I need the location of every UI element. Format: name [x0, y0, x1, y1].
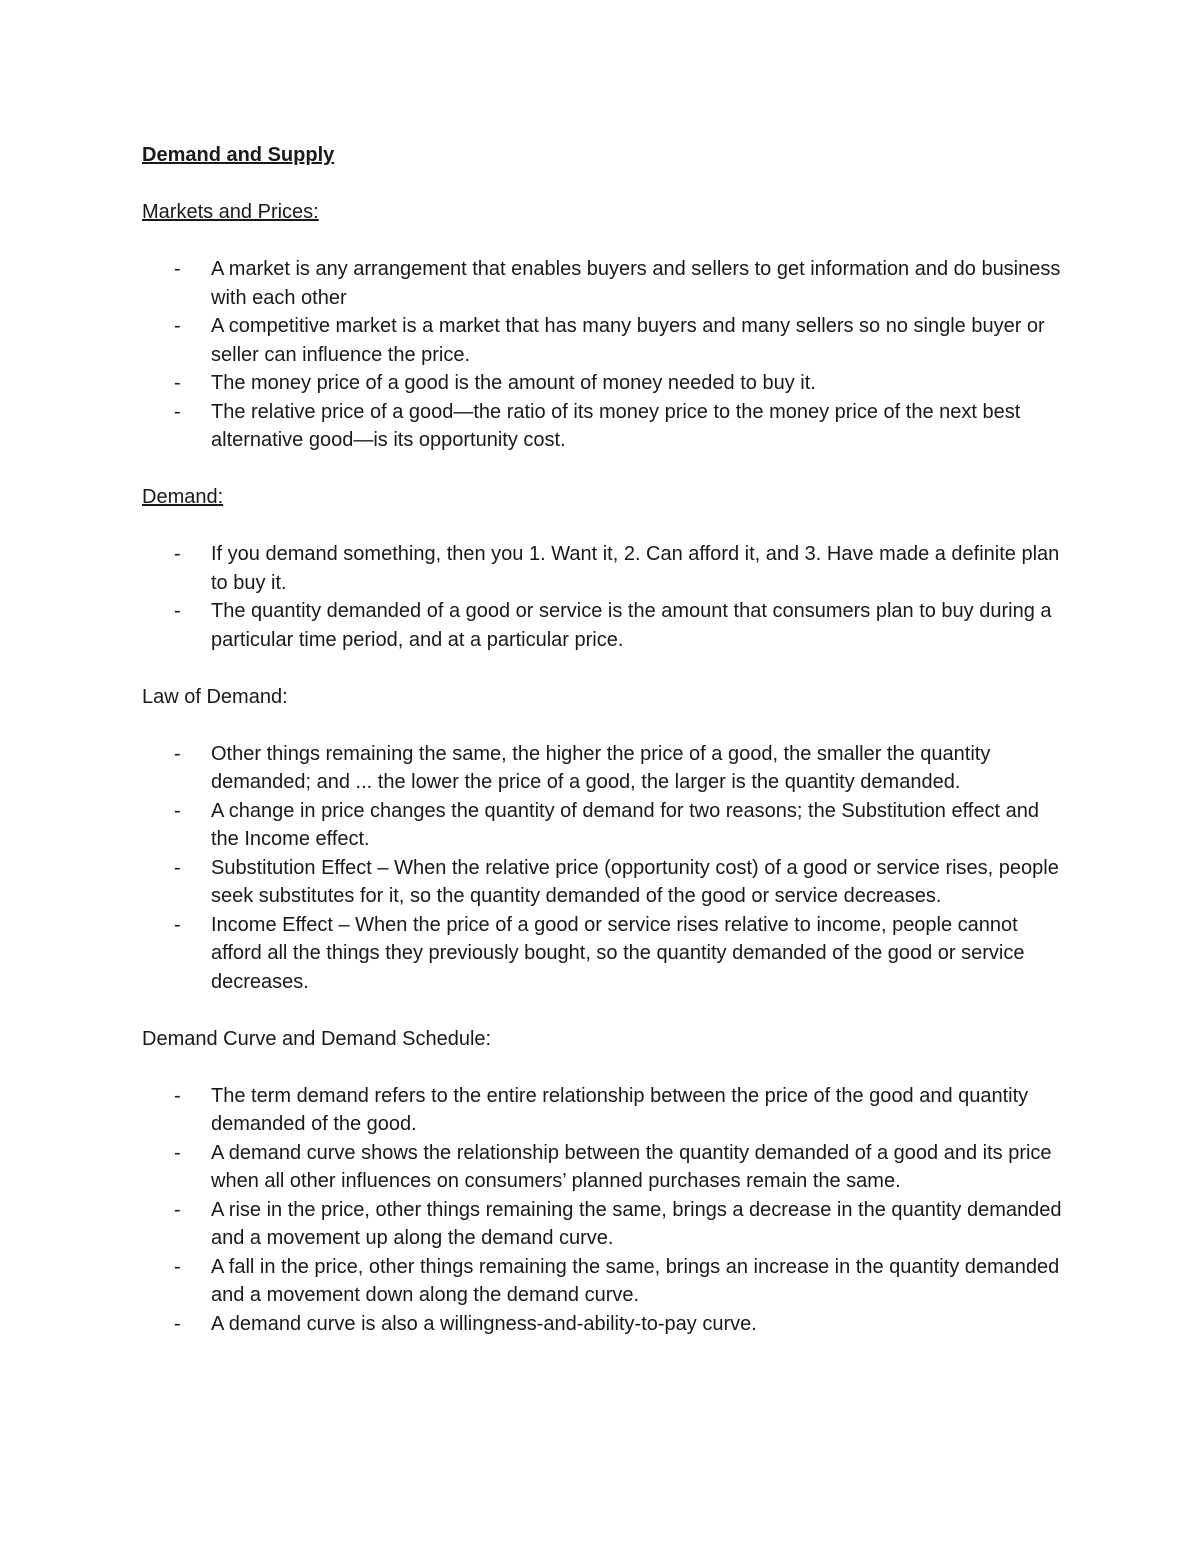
- bullet-marker: -: [174, 856, 181, 879]
- document-body: [142, 141, 1072, 1367]
- bullet-marker: -: [174, 543, 181, 565]
- list-item-text: The money price of a good is the amount of money needed to buy it.: [211, 372, 816, 394]
- section-heading: Demand Curve and Demand Schedule:: [142, 1027, 492, 1050]
- bullet-marker: -: [174, 372, 181, 394]
- bullet-marker: -: [174, 742, 181, 765]
- document-title: Demand and Supply: [142, 144, 335, 166]
- bullet-marker: -: [174, 1255, 181, 1278]
- bullet-marker: -: [174, 400, 181, 423]
- bullet-marker: -: [174, 258, 181, 280]
- bullet-marker: -: [174, 799, 181, 822]
- document-sections: [142, 198, 1072, 1338]
- list-item: [142, 740, 1072, 797]
- bullet-list: [142, 1082, 1072, 1339]
- bullet-marker: -: [174, 600, 181, 622]
- list-item-text: A demand curve shows the relationship between the quantity demanded of a good and its price when all other influences on consumers’ planned purchases remain the same.: [211, 1141, 1052, 1192]
- bullet-marker: -: [174, 1312, 181, 1335]
- list-item-text: A change in price changes the quantity of demand for two reasons; the Substitution effect and the Income effect.: [211, 799, 1039, 850]
- list-item-text: A market is any arrangement that enables buyers and sellers to get information and do business with each other: [211, 258, 1061, 309]
- bullet-marker: -: [174, 1198, 181, 1221]
- section-heading: Demand:: [142, 486, 224, 508]
- list-item-text: The term demand refers to the entire relationship between the price of the good and quantity demanded of the good.: [211, 1084, 1029, 1135]
- list-item-text: The quantity demanded of a good or service is the amount that consumers plan to buy during a particular time period, and at a particular price.: [211, 600, 1052, 651]
- list-item-text: The relative price of a good—the ratio of its money price to the money price of the next best alternative good—is its opportunity cost.: [211, 400, 1021, 451]
- bullet-marker: -: [174, 1084, 181, 1107]
- list-item-text: A rise in the price, other things remaining the same, brings a decrease in the quantity demanded and a movement up along the demand curve.: [211, 1198, 1062, 1249]
- bullet-list: [142, 740, 1072, 997]
- bullet-list: [142, 540, 1072, 654]
- list-item: [142, 1253, 1072, 1310]
- section-heading: Law of Demand:: [142, 685, 288, 708]
- list-item-text: Other things remaining the same, the higher the price of a good, the smaller the quantity demanded; and ... the lower the price of a good, the larger is the quantity demanded.: [211, 742, 991, 793]
- list-item-text: Income Effect – When the price of a good or service rises relative to income, people cannot afford all the things they previously bought, so the quantity demanded of the good or service decreases.: [211, 913, 1025, 993]
- list-item: [142, 1196, 1072, 1253]
- list-item-text: A fall in the price, other things remaining the same, brings an increase in the quantity demanded and a movement down along the demand curve.: [211, 1255, 1060, 1306]
- list-item: [142, 911, 1072, 997]
- bullet-marker: -: [174, 1141, 181, 1164]
- list-item: [142, 369, 1072, 398]
- list-item: [142, 597, 1072, 654]
- list-item: [142, 1082, 1072, 1139]
- list-item: [142, 255, 1072, 312]
- list-item-text: Substitution Effect – When the relative price (opportunity cost) of a good or service rises, people seek substitutes for it, so the quantity demanded of the good or service decreases.: [211, 856, 1059, 907]
- list-item: [142, 854, 1072, 911]
- section-heading: Markets and Prices:: [142, 201, 319, 223]
- list-item: [142, 398, 1072, 455]
- list-item-text: A competitive market is a market that has many buyers and many sellers so no single buyer or seller can influence the price.: [211, 315, 1045, 366]
- list-item: [142, 797, 1072, 854]
- bullet-list: [142, 255, 1072, 455]
- bullet-marker: -: [174, 315, 181, 337]
- list-item-text: If you demand something, then you 1. Want it, 2. Can afford it, and 3. Have made a definite plan to buy it.: [211, 543, 1060, 594]
- list-item: [142, 1310, 1072, 1339]
- bullet-marker: -: [174, 913, 181, 936]
- list-item: [142, 312, 1072, 369]
- list-item: [142, 540, 1072, 597]
- list-item-text: A demand curve is also a willingness-and-ability-to-pay curve.: [211, 1312, 757, 1335]
- list-item: [142, 1139, 1072, 1196]
